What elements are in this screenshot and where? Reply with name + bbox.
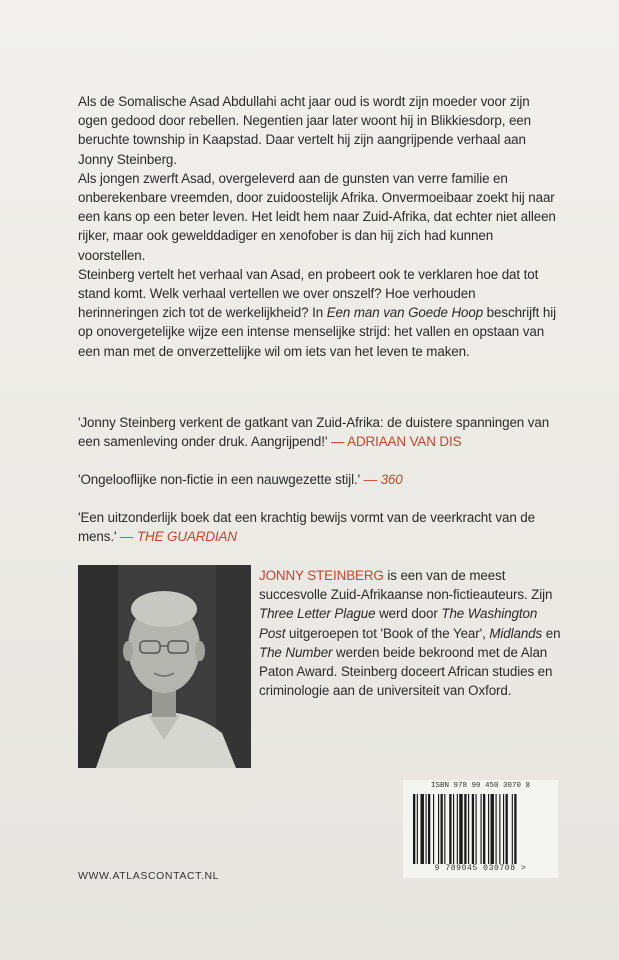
isbn-number: ISBN 978 90 450 3070 8 — [430, 782, 531, 790]
quote-text: 'Ongelooflijke non-fictie in een nauwgezette stijl.' — [78, 472, 364, 487]
author-name: JONNY STEINBERG — [259, 568, 384, 583]
summary-paragraph-2: Als jongen zwerft Asad, overgeleverd aan de gunsten van verre familie en onberekenbare vreemden, door zuidoostelijk Afrika. Onvermoeibaar zoekt hij naar een kans op een beter leven. Het leidt hem naar Zuid-Afrika, dat echter niet alleen rijker, maar ook gewelddadiger en xenofober is dan hij zich had kunnen voorstellen. — [78, 170, 556, 263]
bio-text: werden beide bekroond met de Alan Paton Award. Steinberg doceert African studies en criminologie aan de universiteit van Oxford. — [259, 644, 553, 699]
summary-text: Steinberg vertelt het verhaal van Asad, en probeert ook te verklaren hoe dat tot stand komt. Welk verhaal vertellen we over onszelf? Hoe verhouden herinneringen zich tot de werkelijkheid? In — [78, 266, 539, 321]
book-title: Midlands — [489, 625, 543, 641]
author-portrait-image — [78, 565, 251, 768]
review-quote — [78, 413, 556, 451]
newspaper-title: The Washington Post — [259, 606, 538, 641]
book-title: Een man van Goede Hoop — [326, 305, 484, 321]
publisher-url[interactable]: WWW.ATLASCONTACT.NL — [78, 870, 220, 882]
book-summary — [78, 92, 556, 361]
summary-paragraph-3 — [78, 265, 556, 361]
quote-source: — 360 — [363, 472, 403, 487]
barcode-icon — [411, 794, 551, 864]
book-title: The Number — [259, 644, 333, 660]
book-title: Three Letter Plague — [259, 606, 376, 622]
bio-text: is een van de meest succesvolle Zuid-Afrikaanse non-fictieauteurs. Zijn — [259, 568, 553, 603]
bio-text: werd door — [375, 606, 442, 622]
bio-text: uitgeroepen tot 'Book of the Year', — [285, 625, 490, 641]
quote-source: — THE GUARDIAN — [120, 529, 237, 545]
author-photo — [78, 565, 251, 768]
review-quote — [78, 508, 556, 546]
review-quote — [78, 470, 556, 489]
author-bio — [259, 566, 565, 700]
bio-text: en — [542, 625, 561, 641]
quote-text: 'Jonny Steinberg verkent de gatkant van Zuid-Afrika: de duistere spanningen van een samenleving onder druk. Aangrijpend!' — [78, 415, 550, 450]
quote-source: — ADRIAAN VAN DIS — [330, 434, 462, 450]
quote-text: 'Een uitzonderlijk boek dat een krachtig bewijs vormt van de veerkracht van de mens.' — [78, 510, 535, 545]
isbn-barcode — [403, 780, 558, 878]
summary-paragraph-1: Als de Somalische Asad Abdullahi acht jaar oud is wordt zijn moeder voor zijn ogen gedood door rebellen. Negentien jaar later woont hij in Blikkiesdorp, een beruchte township in Kaapstad. Daar vertelt hij zijn aangrijpende verhaal aan Jonny Steinberg. — [78, 94, 531, 167]
summary-text: beschrijft hij op onovergetelijke wijze een intense menselijke strijd: het vallen en opstaan van een man met de onverzettelijke wil om iets van het leven te maken. — [78, 305, 556, 359]
barcode-digits: 9 789045 030708 > — [434, 864, 527, 873]
